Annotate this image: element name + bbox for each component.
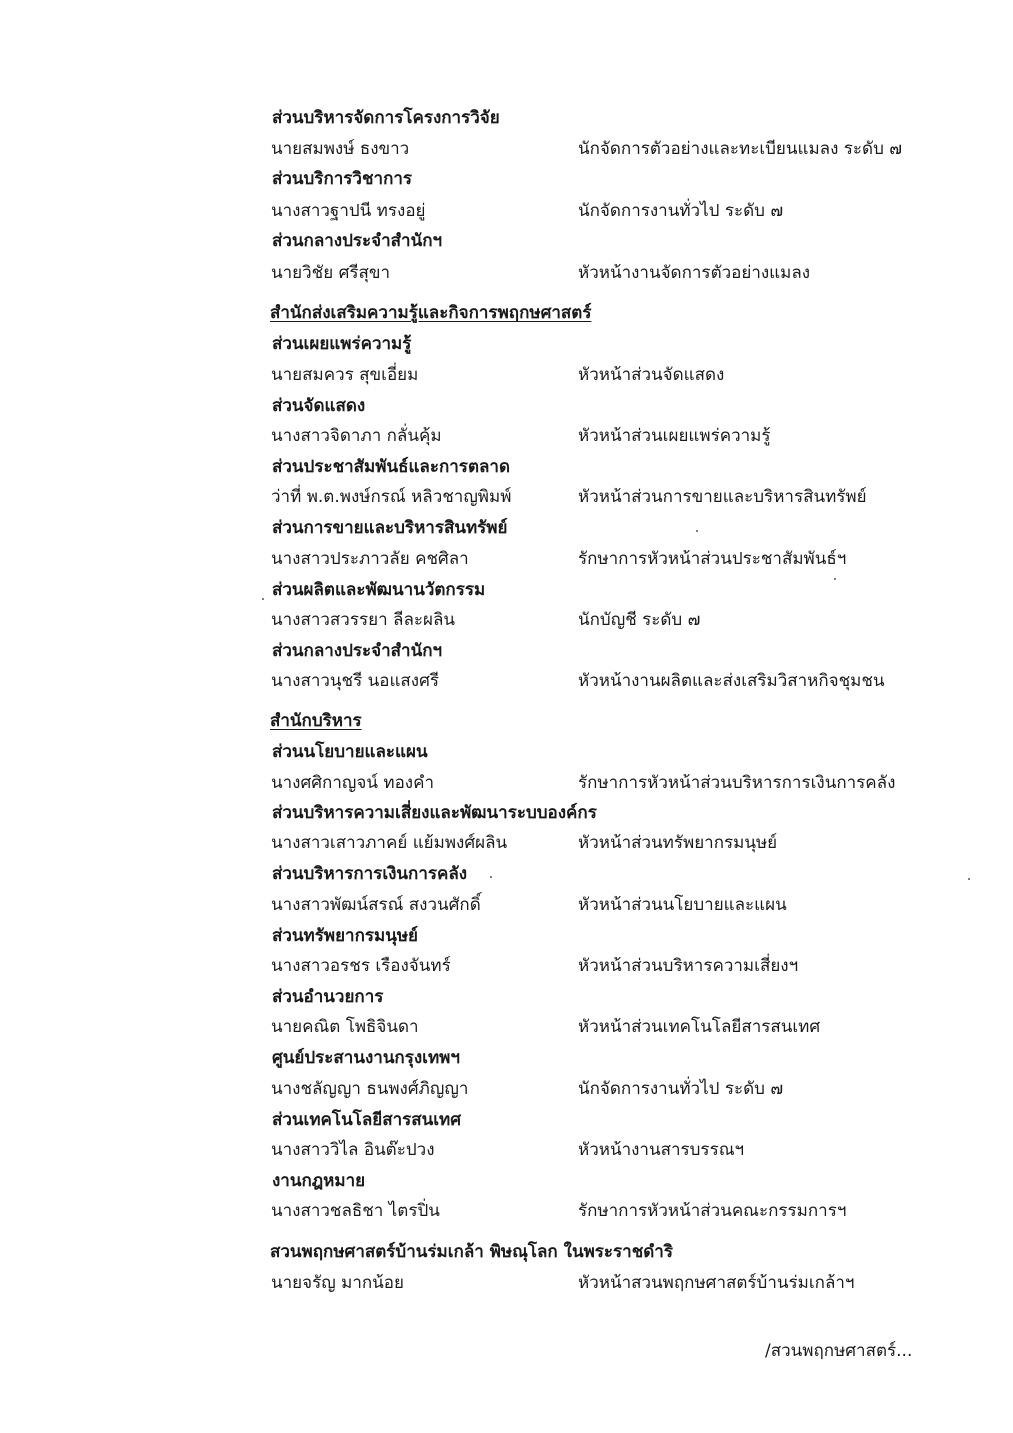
section-heading: ส่วนประชาสัมพันธ์และการตลาด [272,457,510,477]
section-heading: ส่วนเทคโนโลยีสารสนเทศ [272,1110,462,1130]
staff-position: หัวหน้าส่วนจัดแสดง [578,365,725,385]
scan-speck [834,578,836,580]
staff-name: ว่าที่ พ.ต.พงษ์กรณ์ หลิวชาญพิมพ์ [271,487,512,507]
staff-position: หัวหน้าส่วนบริหารความเสี่ยงฯ [578,956,799,976]
office-heading: สำนักส่งเสริมความรู้และกิจการพฤกษศาสตร์ [270,303,592,323]
staff-name: นายจรัญ มากน้อย [271,1273,404,1293]
staff-name: นางสาวพัฒน์สรณ์ สงวนศักดิ์ [271,895,481,915]
section-heading: ส่วนบริหารจัดการโครงการวิจัย [272,108,500,128]
office-heading: สำนักบริหาร [270,711,362,731]
staff-name: นางสาวชลธิชา ไตรปิ่น [271,1201,440,1221]
section-heading: ส่วนการขายและบริหารสินทรัพย์ [272,518,508,538]
section-heading: ส่วนนโยบายและแผน [272,742,428,762]
staff-position: หัวหน้าส่วนเผยแพร่ความรู้ [578,426,771,446]
staff-position: รักษาการหัวหน้าส่วนประชาสัมพันธ์ฯ [578,549,847,569]
scan-speck [696,530,698,532]
staff-name: นางสาวสวรรยา ลีละผลิน [271,610,455,630]
staff-position: นักบัญชี ระดับ ๗ [578,610,701,630]
staff-name: นางสาวประภาวลัย คชศิลา [271,549,469,569]
staff-name: นางสาวนุชรี นอแสงศรี [271,671,440,691]
section-heading: ส่วนทรัพยากรมนุษย์ [272,926,419,946]
staff-name: นายคณิต โพธิจินดา [271,1017,419,1037]
staff-name: นางชลัญญา ธนพงศ์ภิญญา [271,1079,469,1099]
scan-speck [968,878,970,880]
staff-name: นางศศิกาญจน์ ทองคำ [271,773,434,793]
section-heading: งานกฎหมาย [272,1171,366,1191]
section-heading: ส่วนบริหารการเงินการคลัง [272,864,468,884]
section-heading: ศูนย์ประสานงานกรุงเทพฯ [272,1048,460,1068]
staff-name: นายสมควร สุขเอี่ยม [271,365,419,385]
scan-speck [262,598,264,600]
staff-position: หัวหน้างานสารบรรณฯ [578,1140,745,1160]
scan-speck [490,876,492,878]
staff-position: หัวหน้างานจัดการตัวอย่างแมลง [578,263,811,283]
section-heading: ส่วนเผยแพร่ความรู้ [272,334,412,354]
section-heading: ส่วนจัดแสดง [272,396,366,416]
staff-name: นางสาวจิดาภา กลั่นคุ้ม [271,426,442,446]
staff-position: หัวหน้าส่วนทรัพยากรมนุษย์ [578,833,778,853]
staff-position: รักษาการหัวหน้าส่วนคณะกรรมการฯ [578,1201,847,1221]
staff-position: หัวหน้าส่วนเทคโนโลยีสารสนเทศ [578,1017,821,1037]
staff-name: นางสาวอรชร เรืองจันทร์ [271,956,451,976]
section-heading: ส่วนอำนวยการ [272,987,384,1007]
staff-name: นายสมพงษ์ ธงขาว [271,139,410,159]
staff-position: หัวหน้างานผลิตและส่งเสริมวิสาหกิจชุมชน [578,671,885,691]
section-heading: ส่วนกลางประจำสำนักฯ [272,231,443,251]
page-continuation: /สวนพฤกษศาสตร์... [765,1341,913,1361]
staff-position: หัวหน้าส่วนนโยบายและแผน [578,895,787,915]
staff-position: หัวหน้าสวนพฤกษศาสตร์บ้านร่มเกล้าฯ [578,1273,855,1293]
staff-position: รักษาการหัวหน้าส่วนบริหารการเงินการคลัง [578,773,896,793]
staff-position: นักจัดการงานทั่วไป ระดับ ๗ [578,1079,784,1099]
staff-position: นักจัดการงานทั่วไป ระดับ ๗ [578,201,784,221]
section-heading: ส่วนกลางประจำสำนักฯ [272,641,443,661]
staff-name: นางสาววิไล อินต๊ะปวง [271,1140,435,1160]
section-heading: ส่วนผลิตและพัฒนานวัตกรรม [272,580,486,600]
staff-name: นางสาวฐาปนี ทรงอยู่ [271,201,426,221]
section-heading: ส่วนบริการวิชาการ [272,169,413,189]
staff-name: นายวิชัย ศรีสุขา [271,263,391,283]
staff-position: หัวหน้าส่วนการขายและบริหารสินทรัพย์ [578,487,867,507]
garden-heading: สวนพฤกษศาสตร์บ้านร่มเกล้า พิษณุโลก ในพระราชดำริ [270,1242,673,1262]
section-heading: ส่วนบริหารความเสี่ยงและพัฒนาระบบองค์กร [272,803,597,823]
staff-position: นักจัดการตัวอย่างและทะเบียนแมลง ระดับ ๗ [578,139,903,159]
staff-name: นางสาวเสาวภาคย์ แย้มพงศ์ผลิน [271,833,508,853]
